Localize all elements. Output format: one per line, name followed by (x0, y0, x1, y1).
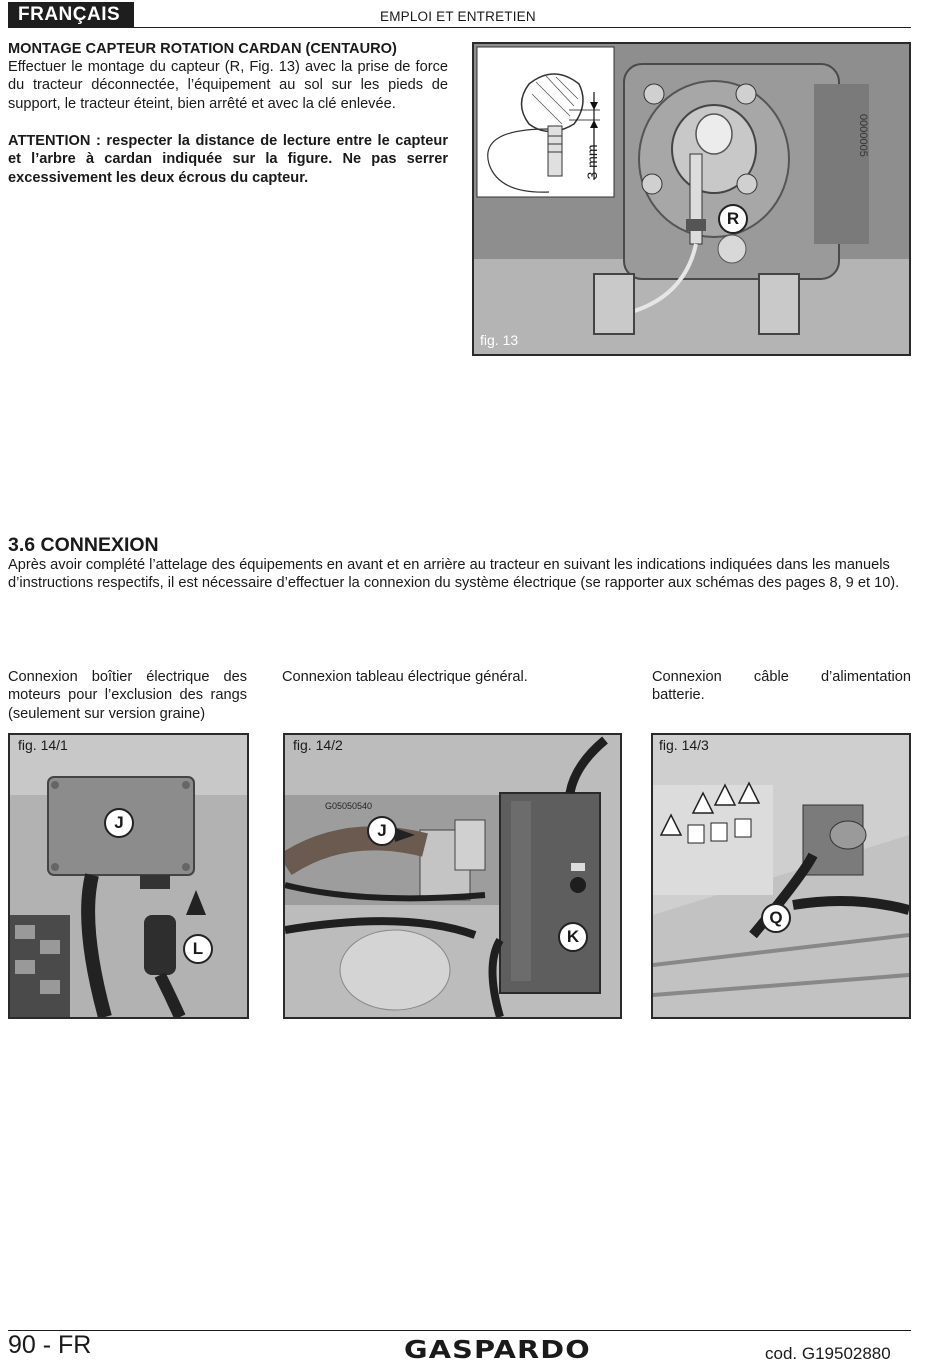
connexion-heading: 3.6 CONNEXION (8, 534, 159, 556)
footer-divider (8, 1330, 911, 1331)
callout-k: K (558, 922, 588, 952)
callout-l: L (183, 934, 213, 964)
figure-14-3-caption: Connexion câble d’alimentation batterie. (652, 669, 911, 704)
figure-14-3 (651, 733, 911, 1019)
brand-logo: GASPARDO (404, 1335, 591, 1364)
page-number: 90 - FR (8, 1331, 92, 1359)
gearbox-plate-text: 0000005 (857, 114, 869, 157)
figure-14-1-label: fig. 14/1 (18, 737, 68, 753)
callout-q: Q (761, 903, 791, 933)
figure-14-2 (283, 733, 622, 1019)
equipment-plate-text: G05050540 (325, 801, 373, 811)
figure-14-2-label: fig. 14/2 (293, 737, 343, 753)
sensor-warning: ATTENTION : respecter la distance de lecture entre le capteur et l’arbre à cardan indiquée sur la figure. Ne pas serrer excessivement les deux écrous du capteur. (8, 133, 448, 186)
figure-13 (472, 42, 911, 356)
dimension-label: 3 mm (584, 144, 600, 180)
figure-13-photo (474, 44, 909, 354)
figure-14-3-label: fig. 14/3 (659, 737, 709, 753)
figure-14-1-caption: Connexion boîtier électrique des moteurs pour l’exclusion des rangs (seulement sur version graine) (8, 669, 247, 722)
callout-j: J (104, 808, 134, 838)
section-title: EMPLOI ET ENTRETIEN (380, 9, 536, 24)
figure-14-1 (8, 733, 249, 1019)
sensor-section-body: Effectuer le montage du capteur (R, Fig. 13) avec la prise de force du tracteur déconnectée, l’équipement au sol sur les pieds de support, le tracteur éteint, bien arrêté et avec la clé enlevée. (8, 59, 448, 112)
figure-14-1-photo (10, 735, 247, 1017)
connexion-body: Après avoir complété l’attelage des équipements en avant et en arrière au tracteur en suivant les indications indiquées dans les manuels d’instructions respectifs, il est nécessaire d’effectuer la connexion du système électrique (se rapporter aux schémas des pages 8, 9 et 10). (8, 557, 900, 592)
figure-13-label: fig. 13 (480, 332, 519, 348)
header-divider (8, 27, 911, 28)
figure-14-2-photo (285, 735, 620, 1017)
sensor-section-title: MONTAGE CAPTEUR ROTATION CARDAN (CENTAURO) (8, 41, 397, 57)
figure-14-2-caption: Connexion tableau électrique général. (282, 669, 528, 685)
figure-14-3-photo (653, 735, 909, 1017)
document-code: cod. G19502880 (765, 1344, 891, 1363)
language-tab: FRANÇAIS (8, 2, 134, 28)
callout-j-2: J (367, 816, 397, 846)
callout-r: R (718, 204, 748, 234)
